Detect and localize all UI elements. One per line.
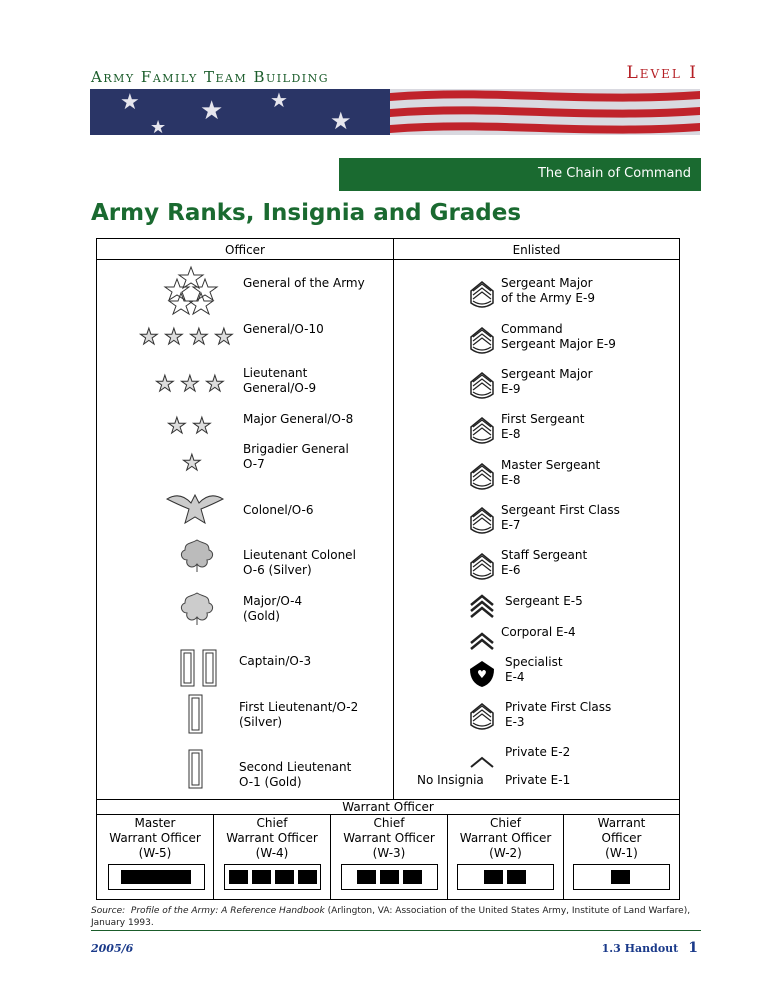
chevron-rocker-icon: [469, 551, 495, 583]
two-bars-icon: [179, 649, 219, 687]
warrant-grade-w4: Chief Warrant Officer (W-4): [226, 816, 318, 860]
svg-text:★: ★: [180, 372, 200, 394]
warrant-bar-icon: [224, 864, 321, 890]
chevron-rocker-icon: [469, 701, 495, 733]
chevron-rocker-icon: [469, 279, 495, 311]
ranks-table: [96, 238, 680, 900]
specialist-eagle-icon: [469, 657, 495, 689]
section-bar: [339, 158, 701, 191]
rank-private-e1: Private E-1: [505, 773, 571, 787]
warrant-bar-fill: [121, 870, 191, 884]
warrant-grade-w3: Chief Warrant Officer (W-3): [343, 816, 435, 860]
warrant-square: [252, 870, 271, 884]
svg-text:★: ★: [192, 414, 212, 436]
source-title: Profile of the Army: A Reference Handbook: [130, 906, 325, 916]
warrant-bar-icon: [573, 864, 670, 890]
officer-column-header: Officer: [225, 243, 265, 257]
chevron-rocker-icon: [469, 325, 495, 357]
chevron-rocker-icon: [469, 370, 495, 402]
page-number: 1: [688, 940, 698, 956]
column-divider: [393, 239, 394, 799]
footer-year: 2005/6: [91, 942, 134, 955]
svg-text:★: ★: [189, 325, 209, 347]
rank-private-e2: Private E-2: [505, 745, 571, 759]
warrant-square: [380, 870, 399, 884]
rank-private-first-class: Private First Class E-3: [505, 700, 612, 729]
rank-sergeant-major-of-army: Sergeant Major of the Army E-9: [501, 276, 595, 305]
rank-colonel: Colonel/O-6: [243, 503, 314, 517]
warrant-square: [507, 870, 526, 884]
warrant-square: [229, 870, 248, 884]
warrant-square: [298, 870, 317, 884]
svg-text:★: ★: [167, 414, 187, 436]
three-stars-icon: [155, 372, 229, 394]
oak-leaf-icon: [179, 591, 215, 627]
chevron-rocker-icon: [469, 415, 495, 447]
single-bar-icon: [188, 694, 204, 734]
three-chevrons-icon: [469, 593, 495, 625]
footer-handout-label: 1.3 Handout: [601, 942, 679, 955]
section-bar-label: The Chain of Command: [537, 166, 691, 181]
oak-leaf-icon: [179, 538, 215, 574]
rank-first-sergeant: First Sergeant E-8: [501, 412, 585, 441]
warrant-square: [357, 870, 376, 884]
header-divider: [97, 259, 679, 260]
warrant-grade-w5: Master Warrant Officer (W-5): [109, 816, 201, 860]
rank-staff-sergeant: Staff Sergeant E-6: [501, 548, 588, 577]
single-bar-icon: [188, 749, 204, 789]
rank-brigadier-general: Brigadier General O-7: [243, 442, 349, 471]
svg-text:★: ★: [330, 107, 352, 135]
flag-banner: [90, 89, 700, 135]
source-prefix: Source:: [91, 906, 126, 916]
footer-rule: [91, 930, 701, 931]
rank-specialist: Specialist E-4: [505, 655, 563, 684]
five-star-circle-icon: [163, 265, 219, 317]
svg-text:★: ★: [270, 89, 288, 112]
rank-general-of-army: General of the Army: [243, 276, 365, 290]
warrant-square: [484, 870, 503, 884]
svg-text:★: ★: [150, 117, 167, 135]
program-title: Army Family Team Building: [91, 68, 330, 86]
warrant-bar-icon: [341, 864, 438, 890]
rank-second-lieutenant: Second Lieutenant O-1 (Gold): [239, 760, 352, 789]
rank-master-sergeant: Master Sergeant E-8: [501, 458, 601, 487]
warrant-square: [403, 870, 422, 884]
rank-major-general: Major General/O-8: [243, 412, 354, 426]
svg-text:★: ★: [139, 325, 159, 347]
rank-lieutenant-colonel: Lieutenant Colonel O-6 (Silver): [243, 548, 356, 577]
rank-captain: Captain/O-3: [239, 654, 312, 668]
svg-text:★: ★: [164, 325, 184, 347]
four-stars-icon: [139, 325, 237, 347]
enlisted-column-header: Enlisted: [512, 243, 561, 257]
warrant-bar-icon: [457, 864, 554, 890]
rank-major: Major/O-4 (Gold): [243, 594, 303, 623]
svg-text:♥: ♥: [477, 668, 487, 681]
rank-sergeant-major: Sergeant Major E-9: [501, 367, 593, 396]
rank-command-sergeant-major: Command Sergeant Major E-9: [501, 322, 616, 351]
level-label: Level I: [626, 63, 698, 83]
rank-sergeant-first-class: Sergeant First Class E-7: [501, 503, 620, 532]
rank-first-lieutenant: First Lieutenant/O-2 (Silver): [239, 700, 359, 729]
footer-handout: [602, 940, 698, 956]
warrant-divider-bottom: [97, 814, 679, 815]
eagle-icon: [165, 489, 225, 525]
source-rest: (Arlington, VA: Association of the United States Army, Institute of Land Warfare), January 1993.: [91, 906, 691, 928]
svg-text:★: ★: [205, 372, 225, 394]
svg-text:★: ★: [214, 325, 234, 347]
warrant-grade-w2: Chief Warrant Officer (W-2): [459, 816, 552, 860]
warrant-grade-w1: Warrant Officer (W-1): [597, 816, 646, 860]
chevron-rocker-icon: [469, 461, 495, 493]
source-citation: [91, 905, 701, 929]
page-title: Army Ranks, Insignia and Grades: [91, 200, 522, 226]
svg-text:★: ★: [200, 96, 224, 126]
rank-general: General/O-10: [243, 322, 324, 336]
rank-sergeant: Sergeant E-5: [505, 594, 583, 608]
warrant-square: [611, 870, 630, 884]
warrant-square: [275, 870, 294, 884]
one-star-icon: [182, 450, 208, 474]
svg-text:★: ★: [120, 90, 140, 115]
warrant-heading: Warrant Officer: [342, 800, 434, 814]
no-insignia-label: No Insignia: [417, 773, 484, 787]
rank-lieutenant-general: Lieutenant General/O-9: [243, 366, 317, 395]
two-stars-icon: [167, 414, 217, 436]
two-chevrons-icon: [469, 625, 495, 657]
svg-text:★: ★: [155, 372, 175, 394]
warrant-bar-icon: [108, 864, 205, 890]
rank-corporal: Corporal E-4: [501, 625, 576, 639]
svg-text:★: ★: [182, 451, 202, 474]
chevron-rocker-icon: [469, 505, 495, 537]
